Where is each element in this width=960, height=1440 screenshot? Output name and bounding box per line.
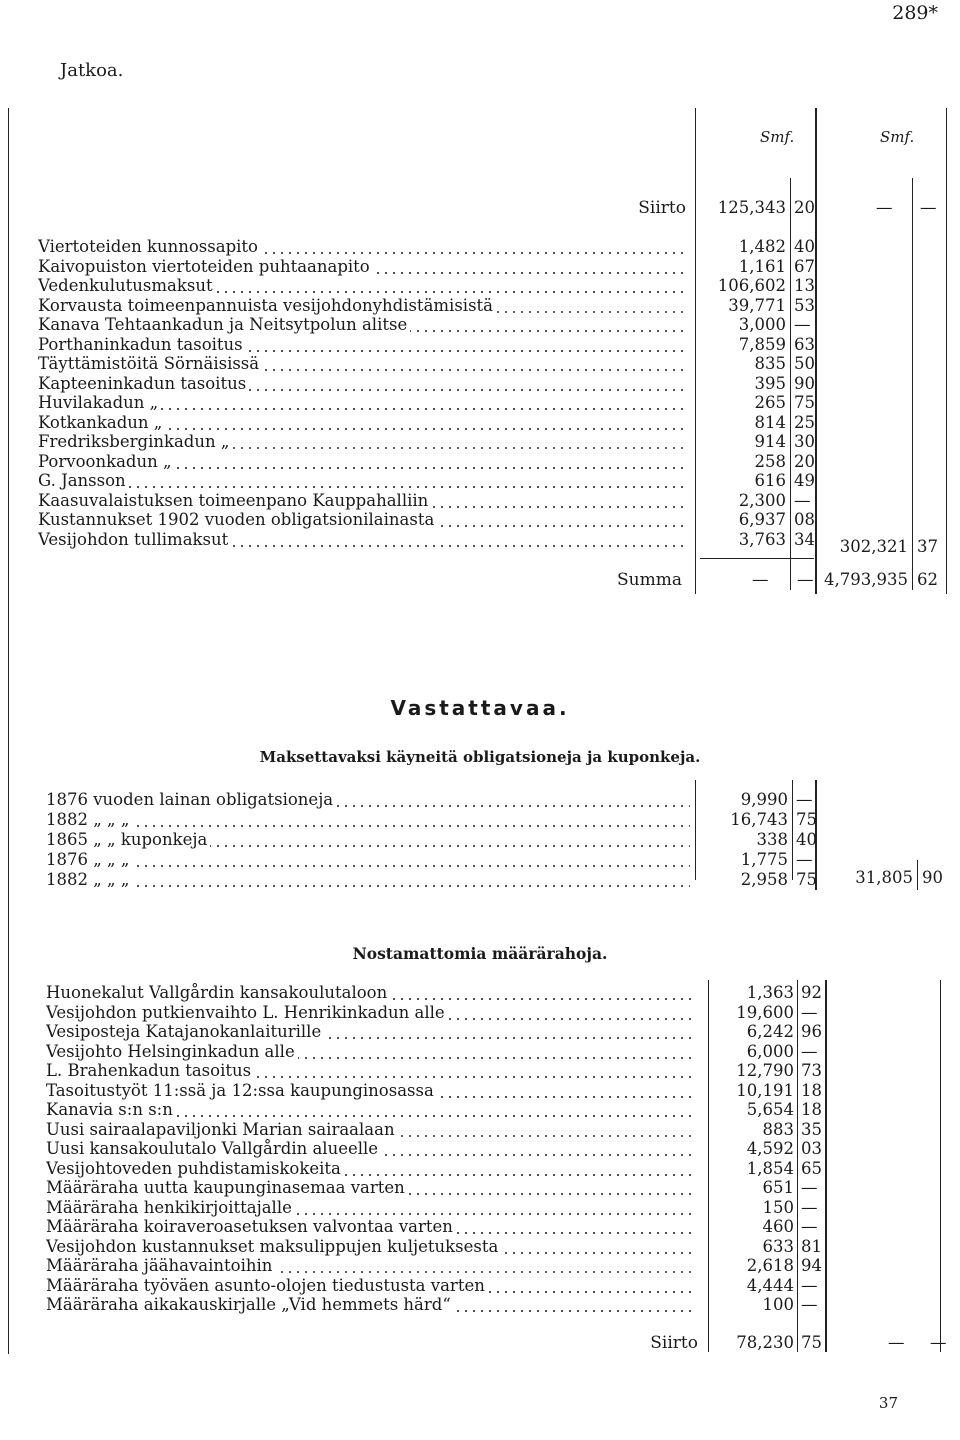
top-item-pennies: 40 (794, 237, 815, 256)
allowance-item-label (46, 1042, 696, 1062)
subtotal-marks: 302,321 (839, 537, 908, 556)
allowance-item-pennies: 94 (801, 1256, 822, 1275)
obligation-item-marks: 1,775 (740, 850, 788, 869)
allowance-item-label-text: Vesiposteja Katajanokanlaiturille (46, 1022, 324, 1041)
top-item-row (0, 237, 960, 257)
sum-marks: 4,793,935 (824, 570, 908, 589)
sum-dash-2: — (797, 570, 814, 589)
top-item-marks: 1,161 (738, 256, 786, 276)
allowance-item-label-text: Vesijohtoveden puhdistamiskokeita (46, 1159, 344, 1178)
top-item-marks: 265 (754, 393, 786, 412)
top-item-label-text: G. Jansson (38, 471, 129, 490)
section2-carry-row (0, 1333, 960, 1353)
top-item-pennies: 90 (794, 373, 815, 393)
top-item-pennies: — (794, 490, 811, 510)
top-item-row (0, 452, 960, 472)
top-item-pennies: 30 (794, 432, 815, 451)
allowance-item-label (46, 1295, 696, 1315)
allowance-item-row (0, 983, 960, 1003)
top-item-label-text: Porvoonkadun „ (38, 452, 175, 471)
allowance-item-marks: 4,592 (746, 1139, 794, 1158)
top-item-row (0, 413, 960, 433)
obligation-item-label (46, 830, 690, 850)
top-item-marks: 106,602 (717, 276, 786, 295)
allowance-item-marks: 19,600 (736, 1002, 794, 1022)
allowance-item-pennies: — (801, 1041, 818, 1061)
top-item-label-text: Täyttämistöitä Sörnäisissä (38, 354, 262, 373)
allowance-item-marks: 10,191 (736, 1080, 794, 1100)
top-item-marks: 6,937 (738, 510, 786, 529)
top-item-label (38, 237, 684, 257)
allowance-item-row (0, 1139, 960, 1159)
top-item-row (0, 393, 960, 413)
allowance-item-label (46, 1217, 696, 1237)
allowance-item-label (46, 1159, 696, 1179)
allowance-item-row (0, 1237, 960, 1257)
top-item-marks: 3,000 (738, 315, 786, 334)
allowance-item-label (46, 1198, 696, 1218)
allowance-item-row (0, 1295, 960, 1315)
allowance-item-label (46, 1178, 696, 1198)
allowance-item-pennies: 35 (801, 1119, 822, 1139)
section-title-allowances: Nostamattomia määrärahoja. (352, 944, 608, 963)
allowance-item-label-text: Määräraha aikakauskirjalle „Vid hemmets härd“ (46, 1295, 454, 1314)
top-item-label-text: Kaasuvalaistuksen toimeenpano Kauppahalliin (38, 491, 431, 510)
top-item-row (0, 335, 960, 355)
top-item-row (0, 354, 960, 374)
section2-carry-pennies: 75 (801, 1333, 822, 1352)
top-item-label (38, 452, 684, 472)
obligation-item-pennies: — (796, 850, 813, 869)
allowance-item-label (46, 1022, 696, 1042)
top-item-pennies: 75 (794, 393, 815, 412)
allowance-item-row (0, 1256, 960, 1276)
allowance-item-pennies: — (801, 1295, 818, 1314)
subtotal-pennies: 37 (917, 537, 938, 556)
obligation-item-label (46, 850, 690, 870)
allowance-item-pennies: 18 (801, 1080, 822, 1100)
allowance-item-label-text: Uusi kansakoulutalo Vallgårdin alueelle (46, 1139, 381, 1158)
currency-header-1: Smf. (760, 128, 795, 146)
allowance-item-label-text: Vesijohdon kustannukset maksulippujen kuljetuksesta (46, 1237, 501, 1256)
allowance-item-pennies: — (801, 1178, 818, 1197)
top-item-row (0, 491, 960, 511)
allowance-item-marks: 1,854 (746, 1158, 794, 1178)
subtotal-row (0, 537, 960, 557)
top-item-label-text: Viertoteiden kunnossapito (38, 237, 261, 256)
allowance-item-marks: 150 (762, 1197, 794, 1217)
top-item-row (0, 296, 960, 316)
allowance-item-label (46, 983, 696, 1003)
obligation-item-pennies: 75 (796, 810, 817, 829)
allowance-item-row (0, 1081, 960, 1101)
obligation-item-label-text: 1882 „ „ „ (46, 870, 132, 889)
obligation-item-marks: 338 (756, 830, 788, 849)
top-item-pennies: 63 (794, 334, 815, 354)
allowance-item-label (46, 1237, 696, 1257)
top-item-label-text: Kaivopuiston viertoteiden puhtaanapito (38, 257, 373, 276)
allowance-item-label (46, 1276, 696, 1296)
allowance-item-label (46, 1003, 696, 1023)
top-item-row (0, 257, 960, 277)
top-item-label-text: Kotkankadun „ (38, 413, 165, 432)
top-item-label (38, 374, 684, 394)
carry-pennies: 20 (794, 198, 815, 217)
top-item-marks: 258 (754, 451, 786, 471)
allowance-item-marks: 5,654 (746, 1100, 794, 1119)
allowance-item-label (46, 1120, 696, 1140)
allowance-item-label-text: Määräraha jäähavaintoihin (46, 1256, 275, 1275)
top-item-pennies: 49 (794, 471, 815, 490)
allowance-item-label-text: Vesijohdon putkienvaihto L. Henrikinkadun alle (46, 1003, 448, 1022)
allowance-item-marks: 883 (762, 1119, 794, 1139)
allowance-item-pennies: 96 (801, 1022, 822, 1041)
obligation-item-marks: 16,743 (730, 810, 788, 829)
allowance-item-row (0, 1159, 960, 1179)
top-item-row (0, 432, 960, 452)
allowance-item-row (0, 1022, 960, 1042)
top-item-row (0, 374, 960, 394)
allowance-item-label-text: Kanavia s:n s:n (46, 1100, 176, 1119)
carry-row (0, 198, 960, 218)
carry-label: Siirto (638, 198, 686, 218)
top-item-label (38, 413, 684, 433)
top-item-marks: 395 (754, 373, 786, 393)
allowance-item-label-text: Vesijohto Helsinginkadun alle (46, 1042, 298, 1061)
carry-dash-1: — (876, 198, 893, 217)
allowance-item-label-text: Määräraha koiraveroasetuksen valvontaa varten (46, 1217, 456, 1236)
obligation-item-pennies: 75 (796, 870, 817, 889)
top-item-row (0, 315, 960, 335)
allowance-item-row (0, 1276, 960, 1296)
top-item-label-text: Vesijohdon tullimaksut (38, 530, 231, 549)
allowance-item-label (46, 1100, 696, 1120)
section1-total-row (0, 868, 960, 888)
allowance-item-pennies: — (801, 1217, 818, 1236)
top-item-label (38, 510, 684, 530)
top-item-pennies: 13 (794, 276, 815, 295)
obligation-item-pennies: 40 (796, 830, 817, 849)
allowance-item-marks: 4,444 (746, 1275, 794, 1295)
allowance-item-label (46, 1081, 696, 1101)
sum-label: Summa (617, 570, 682, 590)
section-title-vastattavaa: Vastattavaa. (390, 696, 570, 720)
allowance-item-marks: 633 (762, 1236, 794, 1256)
top-item-label-text: Korvausta toimeenpannuista vesijohdonyhdistämisistä (38, 296, 496, 315)
sum-pennies: 62 (917, 570, 938, 589)
top-item-label-text: Kapteeninkadun tasoitus (38, 374, 249, 393)
top-item-label (38, 296, 684, 316)
allowance-item-pennies: 65 (801, 1158, 822, 1178)
top-item-marks: 39,771 (728, 295, 786, 315)
allowance-item-pennies: — (801, 1275, 818, 1295)
top-item-marks: 914 (754, 432, 786, 451)
top-item-row (0, 510, 960, 530)
top-item-marks: 1,482 (738, 237, 786, 256)
allowance-item-pennies: 18 (801, 1100, 822, 1119)
section2-carry-marks: 78,230 (736, 1333, 794, 1352)
allowance-item-row (0, 1178, 960, 1198)
allowance-item-row (0, 1100, 960, 1120)
allowance-item-row (0, 1217, 960, 1237)
allowance-item-row (0, 1120, 960, 1140)
subtotal-underline (700, 558, 814, 559)
page-number: 289* (892, 2, 938, 24)
top-item-label (38, 276, 684, 296)
currency-header-2: Smf. (880, 128, 915, 146)
obligation-item-label-text: 1876 vuoden lainan obligatsioneja (46, 790, 336, 809)
section1-total-marks: 31,805 (855, 868, 913, 887)
top-item-row (0, 276, 960, 296)
allowance-item-label-text: Määräraha uutta kaupunginasemaa varten (46, 1178, 408, 1197)
allowance-item-pennies: 81 (801, 1236, 822, 1256)
allowance-item-row (0, 1042, 960, 1062)
sum-row (0, 570, 960, 590)
section1-total-pennies: 90 (922, 868, 943, 887)
obligation-item-label-text: 1865 „ „ kuponkeja (46, 830, 210, 849)
obligation-item-row (0, 790, 960, 810)
allowance-item-label-text: Tasoitustyöt 11:ssä ja 12:ssa kaupunginosassa (46, 1081, 437, 1100)
top-item-pennies: 08 (794, 510, 815, 529)
top-item-pennies: 25 (794, 412, 815, 432)
allowance-item-marks: 6,000 (746, 1041, 794, 1061)
top-item-marks: 7,859 (738, 334, 786, 354)
section-subtitle-obligations: Maksettavaksi käyneitä obligatsioneja ja kuponkeja. (259, 748, 701, 766)
allowance-item-label-text: Huonekalut Vallgårdin kansakoulutaloon (46, 983, 390, 1002)
allowance-item-row (0, 1003, 960, 1023)
allowance-item-label-text: Uusi sairaalapaviljonki Marian sairaalaan (46, 1120, 398, 1139)
allowance-item-label (46, 1256, 696, 1276)
allowance-item-marks: 12,790 (736, 1061, 794, 1080)
top-item-label-text: Vedenkulutusmaksut (38, 276, 216, 295)
obligation-item-pennies: — (796, 790, 813, 809)
allowance-item-label-text: Määräraha työväen asunto-olojen tiedustusta varten (46, 1276, 488, 1295)
top-item-label (38, 315, 684, 335)
obligation-item-label-text: 1882 „ „ „ (46, 810, 132, 829)
top-item-pennies: 20 (794, 451, 815, 471)
allowance-item-marks: 460 (762, 1217, 794, 1236)
footer-number: 37 (878, 1394, 898, 1412)
allowance-item-label (46, 1139, 696, 1159)
carry-dash-2: — (920, 198, 937, 217)
allowance-item-marks: 100 (762, 1295, 794, 1314)
carry-marks: 125,343 (717, 198, 786, 217)
top-item-marks: 616 (754, 471, 786, 490)
obligation-item-row (0, 830, 960, 850)
allowance-item-pennies: — (801, 1002, 818, 1022)
top-item-label (38, 471, 684, 491)
allowance-item-marks: 1,363 (746, 983, 794, 1002)
allowance-item-label-text: L. Brahenkadun tasoitus (46, 1061, 254, 1080)
top-item-marks: 814 (754, 412, 786, 432)
obligation-item-marks: 2,958 (740, 870, 788, 889)
allowance-item-pennies: 92 (801, 983, 822, 1002)
top-item-pennies: 67 (794, 256, 815, 276)
top-item-pennies: 50 (794, 354, 815, 373)
top-item-label-text: Fredriksberginkadun „ (38, 432, 232, 451)
top-item-label-text: Kanava Tehtaankadun ja Neitsytpolun alitse (38, 315, 410, 334)
obligation-item-label (46, 790, 690, 810)
top-item-pennies: — (794, 315, 811, 334)
obligation-item-label (46, 810, 690, 830)
allowance-item-row (0, 1198, 960, 1218)
top-item-pennies: 34 (794, 529, 815, 549)
allowance-item-marks: 651 (762, 1178, 794, 1197)
top-item-marks: 835 (754, 354, 786, 373)
top-item-row (0, 471, 960, 491)
allowance-item-pennies: 03 (801, 1139, 822, 1158)
top-item-pennies: 53 (794, 295, 815, 315)
top-item-label-text: Huvilakadun „ (38, 393, 161, 412)
allowance-item-label-text: Määräraha henkikirjoittajalle (46, 1198, 295, 1217)
top-item-label (38, 491, 684, 511)
obligation-item-row (0, 810, 960, 830)
top-item-label-text: Kustannukset 1902 vuoden obligatsionilainasta (38, 510, 437, 529)
allowance-item-pennies: — (801, 1197, 818, 1217)
obligation-item-row (0, 850, 960, 870)
allowance-item-label (46, 1061, 696, 1081)
section2-carry-label: Siirto (650, 1333, 698, 1353)
section2-carry-dash-1: — (888, 1333, 905, 1352)
allowance-item-marks: 6,242 (746, 1022, 794, 1041)
sum-dash-1: — (752, 570, 769, 589)
section2-carry-dash-2: — (930, 1333, 947, 1352)
top-item-label (38, 393, 684, 413)
continuation-label: Jatkoa. (60, 60, 124, 81)
top-item-marks: 2,300 (738, 490, 786, 510)
obligation-item-label-text: 1876 „ „ „ (46, 850, 132, 869)
top-item-label (38, 335, 684, 355)
top-item-label (38, 432, 684, 452)
top-item-label (38, 354, 684, 374)
obligation-item-marks: 9,990 (740, 790, 788, 809)
allowance-item-row (0, 1061, 960, 1081)
top-item-marks: 3,763 (738, 529, 786, 549)
top-item-label (38, 257, 684, 277)
allowance-item-pennies: 73 (801, 1061, 822, 1080)
top-item-label-text: Porthaninkadun tasoitus (38, 335, 246, 354)
allowance-item-marks: 2,618 (746, 1256, 794, 1275)
